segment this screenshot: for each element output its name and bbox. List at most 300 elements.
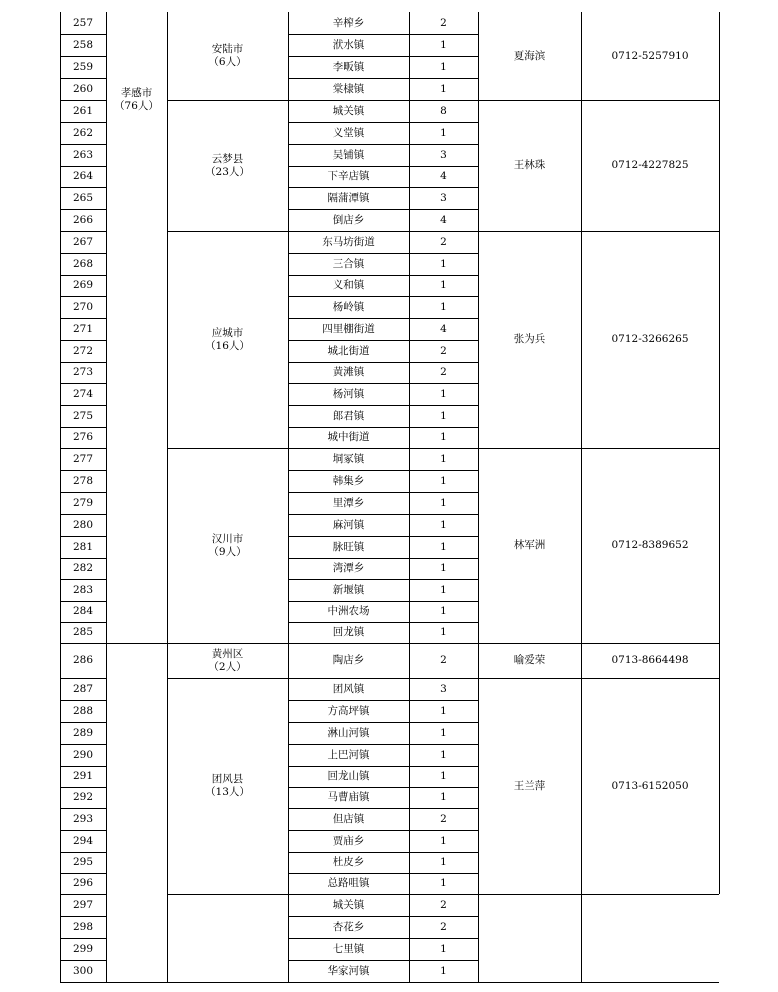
quota-cell	[409, 340, 478, 362]
quota-count: 2	[440, 344, 447, 357]
grid-line	[288, 166, 478, 167]
row-number	[60, 873, 106, 894]
quota-count: 1	[440, 387, 447, 400]
grid-line	[288, 427, 478, 428]
grid-line	[60, 318, 106, 319]
contact-phone: 0712-8389652	[611, 539, 689, 551]
row-number-text: 274	[72, 387, 94, 400]
town-cell	[288, 678, 409, 700]
grid-line	[60, 296, 106, 297]
quota-cell	[409, 558, 478, 579]
town-cell	[288, 166, 409, 187]
town-cell	[288, 830, 409, 852]
quota-count: 1	[440, 942, 447, 955]
town-name: 陶店乡	[332, 654, 365, 666]
row-number-text: 268	[72, 257, 94, 270]
grid-line	[60, 601, 106, 602]
row-number	[60, 894, 106, 916]
town-name: 马曹庙镇	[327, 791, 370, 803]
quota-count: 1	[440, 518, 447, 531]
grid-line	[288, 383, 478, 384]
row-number	[60, 808, 106, 830]
quota-count: 1	[440, 964, 447, 977]
town-name: 义和镇	[332, 279, 365, 291]
town-name: 下辛店镇	[327, 170, 370, 182]
town-cell	[288, 492, 409, 514]
quota-cell	[409, 601, 478, 622]
town-name: 杨河镇	[332, 387, 365, 400]
town-name: 回龙镇	[332, 626, 365, 638]
row-number-text: 273	[72, 366, 94, 378]
contact-phone: 0712-4227825	[611, 159, 689, 171]
row-number	[60, 643, 106, 678]
grid-line	[60, 852, 106, 853]
town-cell	[288, 470, 409, 492]
contact-name: 林军洲	[513, 539, 546, 551]
county-count: （6人）	[208, 56, 247, 68]
row-number	[60, 678, 106, 700]
quota-cell	[409, 448, 478, 470]
quota-cell	[409, 766, 478, 787]
county-group	[167, 894, 288, 982]
grid-line	[478, 231, 719, 232]
grid-line	[288, 100, 478, 101]
row-number-text: 298	[72, 920, 94, 933]
town-name: 淋山河镇	[327, 726, 370, 739]
town-name: 湾潭乡	[332, 562, 365, 574]
grid-line	[288, 514, 478, 515]
town-name: 倒店乡	[332, 213, 365, 226]
grid-line	[288, 34, 478, 35]
row-number-text: 297	[72, 898, 94, 911]
town-name: 城中街道	[327, 431, 370, 443]
town-name: 隔蒲潭镇	[327, 191, 370, 204]
quota-cell	[409, 938, 478, 960]
row-number	[60, 830, 106, 852]
row-number	[60, 448, 106, 470]
quota-count: 1	[440, 877, 447, 889]
row-number-text: 264	[72, 170, 94, 182]
town-name: 城关镇	[332, 898, 365, 911]
contact-name: 张为兵	[513, 333, 546, 345]
row-number-text: 281	[72, 540, 94, 553]
quota-cell	[409, 362, 478, 383]
grid-line	[60, 722, 106, 723]
town-name: 辛榨乡	[332, 16, 365, 29]
row-number-text: 270	[72, 300, 94, 313]
grid-line	[60, 427, 106, 428]
quota-cell	[409, 231, 478, 253]
town-cell	[288, 894, 409, 916]
quota-cell	[409, 873, 478, 894]
row-number	[60, 78, 106, 100]
quota-cell	[409, 166, 478, 187]
grid-line	[288, 873, 478, 874]
town-name: 麻河镇	[332, 518, 365, 531]
grid-line	[288, 122, 478, 123]
quota-cell	[409, 514, 478, 536]
row-number-text: 287	[72, 682, 94, 695]
row-number-text: 278	[72, 474, 94, 487]
town-cell	[288, 643, 409, 678]
row-number	[60, 362, 106, 383]
row-number-text: 271	[72, 322, 94, 335]
grid-line	[60, 231, 106, 232]
quota-cell	[409, 960, 478, 982]
contact-name-cell	[478, 643, 581, 678]
quota-cell	[409, 12, 478, 34]
town-name: 洑水镇	[332, 38, 365, 51]
town-name: 垌冢镇	[332, 452, 365, 465]
quota-count: 1	[440, 605, 447, 617]
quota-count: 4	[440, 213, 447, 226]
grid-line	[60, 122, 106, 123]
quota-count: 1	[440, 626, 447, 638]
town-cell	[288, 34, 409, 56]
quota-cell	[409, 209, 478, 231]
row-number	[60, 166, 106, 187]
grid-line	[60, 808, 106, 809]
town-name: 郎君镇	[332, 409, 365, 422]
town-cell	[288, 722, 409, 744]
town-cell	[288, 209, 409, 231]
row-number-text: 267	[72, 235, 94, 248]
town-cell	[288, 622, 409, 643]
contact-name-cell	[478, 100, 581, 231]
row-number-text: 296	[72, 877, 94, 889]
grid-line	[288, 830, 478, 831]
grid-line	[288, 405, 478, 406]
row-number	[60, 209, 106, 231]
town-cell	[288, 558, 409, 579]
town-cell	[288, 787, 409, 808]
town-name: 脉旺镇	[332, 540, 365, 553]
quota-cell	[409, 275, 478, 296]
row-number	[60, 938, 106, 960]
grid-line	[60, 894, 106, 895]
row-number	[60, 492, 106, 514]
grid-line	[719, 12, 720, 894]
grid-line	[288, 852, 478, 853]
contact-phone-cell	[581, 894, 719, 982]
grid-line	[60, 916, 106, 917]
grid-line	[288, 231, 478, 232]
grid-line	[60, 253, 106, 254]
grid-line	[478, 643, 719, 644]
town-cell	[288, 187, 409, 209]
quota-cell	[409, 34, 478, 56]
row-number-text: 295	[72, 856, 94, 868]
town-name: 上巴河镇	[327, 748, 370, 761]
grid-line	[60, 960, 106, 961]
row-number	[60, 916, 106, 938]
grid-line	[60, 383, 106, 384]
row-number-text: 299	[72, 942, 94, 955]
quota-cell	[409, 722, 478, 744]
row-number-text: 282	[72, 562, 94, 574]
quota-count: 2	[440, 16, 447, 29]
county-group	[167, 643, 288, 678]
quota-cell	[409, 916, 478, 938]
grid-line	[60, 78, 106, 79]
row-number-text: 280	[72, 518, 94, 531]
grid-line	[60, 579, 106, 580]
grid-line	[60, 492, 106, 493]
city-count: （76人）	[114, 99, 159, 112]
county-group	[167, 231, 288, 448]
county-count: （2人）	[208, 660, 247, 673]
row-number-text: 258	[72, 38, 94, 51]
grid-line	[288, 808, 478, 809]
grid-line	[106, 12, 107, 982]
quota-count: 3	[440, 682, 447, 695]
contact-name-cell	[478, 12, 581, 100]
town-name: 贾庙乡	[332, 834, 365, 847]
row-number-text: 261	[72, 104, 94, 117]
town-name: 黄滩镇	[332, 366, 365, 378]
row-number-text: 289	[72, 726, 94, 739]
row-number	[60, 601, 106, 622]
grid-line	[60, 34, 106, 35]
row-number-text: 263	[72, 148, 94, 161]
row-number-text: 293	[72, 812, 94, 825]
row-number-text: 284	[72, 605, 94, 617]
quota-cell	[409, 678, 478, 700]
grid-line	[60, 187, 106, 188]
grid-line	[60, 12, 61, 982]
town-name: 总路咀镇	[327, 877, 370, 889]
town-cell	[288, 514, 409, 536]
grid-line	[288, 56, 478, 57]
grid-line	[288, 78, 478, 79]
quota-cell	[409, 787, 478, 808]
row-number	[60, 100, 106, 122]
row-number	[60, 144, 106, 166]
grid-line	[288, 700, 478, 701]
town-cell	[288, 56, 409, 78]
row-number	[60, 187, 106, 209]
town-cell	[288, 808, 409, 830]
row-number-text: 290	[72, 748, 94, 761]
county-name: 云梦县	[211, 152, 244, 165]
grid-line	[60, 766, 106, 767]
grid-line	[288, 470, 478, 471]
row-number-text: 288	[72, 704, 94, 717]
quota-count: 2	[440, 654, 447, 666]
row-number	[60, 122, 106, 144]
town-cell	[288, 448, 409, 470]
quota-cell	[409, 579, 478, 601]
row-number	[60, 470, 106, 492]
town-name: 杨岭镇	[332, 300, 365, 313]
contact-phone-cell	[581, 100, 719, 231]
row-number-text: 257	[72, 16, 94, 29]
row-number-text: 276	[72, 431, 94, 443]
town-name: 方高坪镇	[327, 704, 370, 717]
contact-phone: 0713-6152050	[611, 779, 689, 792]
row-number	[60, 960, 106, 982]
town-cell	[288, 960, 409, 982]
grid-line	[288, 643, 478, 644]
quota-count: 1	[440, 452, 447, 465]
town-cell	[288, 12, 409, 34]
quota-cell	[409, 427, 478, 448]
contact-phone-cell	[581, 448, 719, 643]
row-number-text: 260	[72, 82, 94, 95]
county-group	[167, 448, 288, 643]
quota-cell	[409, 405, 478, 427]
grid-line	[60, 166, 106, 167]
contact-phone: 0712-3266265	[611, 333, 689, 345]
row-number-text: 285	[72, 626, 94, 638]
county-count: （16人）	[205, 339, 250, 352]
row-number	[60, 536, 106, 558]
town-name: 回龙山镇	[327, 770, 370, 782]
contact-name-cell	[478, 448, 581, 643]
grid-line	[288, 894, 478, 895]
town-name: 七里镇	[332, 942, 365, 955]
grid-line	[288, 744, 478, 745]
quota-count: 2	[440, 235, 447, 248]
town-cell	[288, 340, 409, 362]
quota-count: 1	[440, 583, 447, 596]
grid-line	[288, 678, 478, 679]
row-number-text: 277	[72, 452, 94, 465]
quota-cell	[409, 296, 478, 318]
county-group	[167, 12, 288, 100]
row-number-text: 269	[72, 279, 94, 291]
city-group	[106, 12, 167, 187]
county-count: （9人）	[208, 545, 247, 558]
quota-count: 1	[440, 791, 447, 803]
row-number	[60, 383, 106, 405]
row-number	[60, 275, 106, 296]
quota-cell	[409, 808, 478, 830]
town-name: 城北街道	[327, 344, 370, 357]
town-name: 华家河镇	[327, 964, 370, 977]
row-number-text: 294	[72, 834, 94, 847]
grid-line	[288, 209, 478, 210]
row-number-text: 286	[72, 654, 94, 666]
quota-count: 1	[440, 257, 447, 270]
quota-count: 2	[440, 812, 447, 825]
town-cell	[288, 579, 409, 601]
grid-line	[60, 470, 106, 471]
quota-count: 8	[440, 104, 447, 117]
quota-count: 1	[440, 770, 447, 782]
quota-cell	[409, 383, 478, 405]
grid-line	[60, 536, 106, 537]
contact-name: 喻爱荣	[513, 654, 546, 666]
town-name: 四里棚街道	[322, 322, 375, 335]
contact-name: 王林珠	[513, 159, 546, 171]
grid-line	[167, 643, 288, 644]
town-name: 义堂镇	[332, 126, 365, 139]
town-cell	[288, 536, 409, 558]
town-cell	[288, 296, 409, 318]
row-number-text: 266	[72, 213, 94, 226]
grid-line	[106, 643, 167, 644]
grid-line	[60, 362, 106, 363]
row-number	[60, 34, 106, 56]
grid-line	[288, 766, 478, 767]
county-group	[167, 678, 288, 894]
contact-name: 夏海滨	[513, 49, 546, 62]
quota-count: 1	[440, 474, 447, 487]
quota-count: 1	[440, 540, 447, 553]
grid-line	[60, 514, 106, 515]
row-number	[60, 405, 106, 427]
grid-line	[60, 275, 106, 276]
grid-line	[60, 144, 106, 145]
row-number	[60, 700, 106, 722]
quota-count: 3	[440, 191, 447, 204]
town-name: 中洲农场	[327, 605, 370, 617]
town-cell	[288, 744, 409, 766]
quota-count: 1	[440, 431, 447, 443]
quota-count: 3	[440, 148, 447, 161]
grid-line	[60, 700, 106, 701]
row-number-text: 275	[72, 409, 94, 422]
town-cell	[288, 122, 409, 144]
quota-cell	[409, 253, 478, 275]
town-name: 杜皮乡	[332, 856, 365, 868]
town-name: 三合镇	[332, 257, 365, 270]
county-name: 汉川市	[211, 532, 244, 545]
quota-cell	[409, 318, 478, 340]
grid-line	[288, 492, 478, 493]
grid-line	[288, 787, 478, 788]
grid-line	[288, 362, 478, 363]
quota-cell	[409, 100, 478, 122]
row-number-text: 283	[72, 583, 94, 596]
row-number	[60, 318, 106, 340]
town-cell	[288, 601, 409, 622]
grid-line	[167, 100, 288, 101]
quota-count: 1	[440, 300, 447, 313]
row-number-text: 300	[72, 964, 94, 977]
city-name: 孝感市	[120, 86, 153, 99]
quota-count: 1	[440, 279, 447, 291]
grid-line	[288, 318, 478, 319]
grid-line	[60, 340, 106, 341]
grid-line	[288, 536, 478, 537]
row-number	[60, 852, 106, 873]
quota-cell	[409, 894, 478, 916]
town-cell	[288, 405, 409, 427]
quota-cell	[409, 122, 478, 144]
grid-line	[288, 601, 478, 602]
town-cell	[288, 873, 409, 894]
quota-count: 1	[440, 704, 447, 717]
row-number-text: 291	[72, 770, 94, 782]
quota-count: 1	[440, 38, 447, 51]
town-cell	[288, 852, 409, 873]
town-name: 城关镇	[332, 104, 365, 117]
row-number	[60, 231, 106, 253]
quota-cell	[409, 830, 478, 852]
grid-line	[288, 916, 478, 917]
town-cell	[288, 78, 409, 100]
quota-cell	[409, 622, 478, 643]
row-number	[60, 579, 106, 601]
county-name: 团风县	[211, 773, 244, 785]
row-number-text: 262	[72, 126, 94, 139]
county-count: （13人）	[205, 786, 250, 798]
contact-phone-cell	[581, 678, 719, 894]
city-group	[106, 643, 167, 982]
town-cell	[288, 700, 409, 722]
